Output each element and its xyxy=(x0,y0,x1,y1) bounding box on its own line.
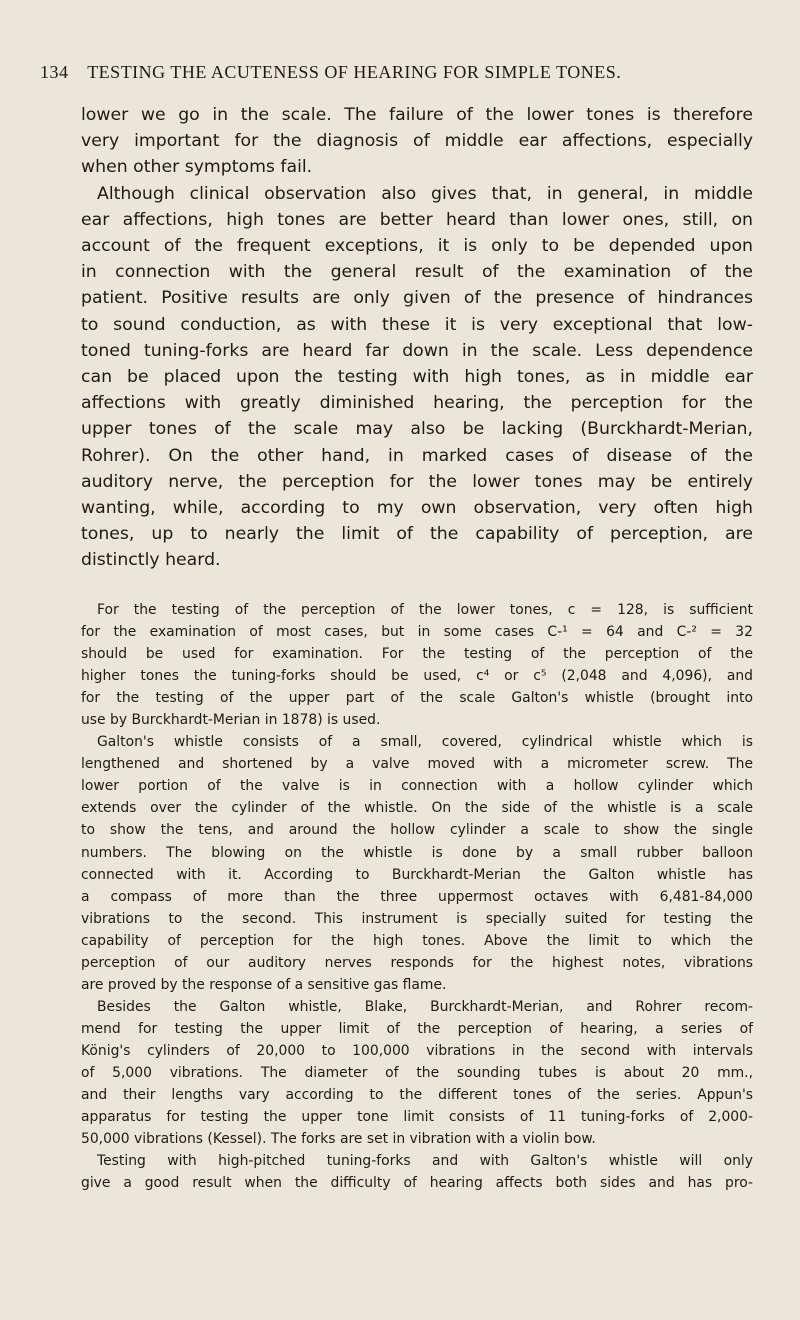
text-line: use by Burckhardt-Merian in 1878) is used. xyxy=(81,712,381,729)
paragraph xyxy=(81,996,753,1150)
page-number: 134 xyxy=(40,62,69,82)
paragraph xyxy=(81,181,753,574)
paragraph xyxy=(81,102,753,181)
text-line: vibrations to the second. This instrument is specially suited for testing the xyxy=(81,910,753,927)
text-line: affections with greatly diminished hearing, the perception for the xyxy=(81,393,753,414)
paragraph xyxy=(81,599,753,731)
text-line: to sound conduction, as with these it is very exceptional that low- xyxy=(81,314,753,335)
text-line: For the testing of the perception of the lower tones, c = 128, is sufficient xyxy=(97,602,753,618)
text-line: apparatus for testing the upper tone limit consists of 11 tuning-forks of 2,000- xyxy=(81,1109,753,1126)
text-line: toned tuning-forks are heard far down in the scale. Less dependence xyxy=(81,340,753,361)
text-line: account of the frequent exceptions, it is only to be depended upon xyxy=(81,236,753,257)
paragraph xyxy=(81,731,753,996)
running-title: TESTING THE ACUTENESS OF HEARING FOR SIMPLE TONES. xyxy=(87,62,622,82)
text-line: give a good result when the difficulty of hearing affects both sides and has pro- xyxy=(81,1175,753,1192)
text-line: for the testing of the upper part of the scale Galton's whistle (brought into xyxy=(81,690,753,707)
main-text-body xyxy=(81,102,753,574)
text-line: König's cylinders of 20,000 to 100,000 vibrations in the second with intervals xyxy=(81,1042,753,1059)
text-line: mend for testing the upper limit of the perception of hearing, a series of xyxy=(81,1020,753,1037)
text-line: Galton's whistle consists of a small, covered, cylindrical whistle which is xyxy=(97,734,753,751)
text-line: very important for the diagnosis of middle ear affections, especially xyxy=(81,131,753,152)
text-line: upper tones of the scale may also be lacking (Burckhardt-Merian, xyxy=(81,419,753,440)
text-line: auditory nerve, the perception for the lower tones may be entirely xyxy=(81,471,753,492)
text-line: should be used for examination. For the testing of the perception of the xyxy=(81,646,753,663)
text-line: patient. Positive results are only given of the presence of hindrances xyxy=(81,288,753,309)
text-line: connected with it. According to Burckhardt-Merian the Galton whistle has xyxy=(81,866,753,883)
text-line: lengthened and shortened by a valve moved with a micrometer screw. The xyxy=(81,756,753,773)
text-line: for the examination of most cases, but in some cases C-¹ = 64 and C-² = 32 xyxy=(81,624,753,641)
text-line: numbers. The blowing on the whistle is done by a small rubber balloon xyxy=(81,844,753,861)
text-line: of 5,000 vibrations. The diameter of the sounding tubes is about 20 mm., xyxy=(81,1064,753,1081)
text-line: lower we go in the scale. The failure of the lower tones is therefore xyxy=(81,105,753,125)
text-line: Besides the Galton whistle, Blake, Burckhardt-Merian, and Rohrer recom- xyxy=(97,998,753,1015)
text-line: perception of our auditory nerves responds for the highest notes, vibrations xyxy=(81,954,753,971)
text-line: 50,000 vibrations (Kessel). The forks are set in vibration with a violin bow. xyxy=(81,1131,596,1148)
text-line: Although clinical observation also gives that, in general, in middle xyxy=(97,183,753,204)
text-line: ear affections, high tones are better heard than lower ones, still, on xyxy=(81,209,753,230)
text-line: distinctly heard. xyxy=(81,550,221,571)
text-line: tones, up to nearly the limit of the capability of perception, are xyxy=(81,524,753,545)
text-line: capability of perception for the high tones. Above the limit to which the xyxy=(81,932,753,949)
text-line: are proved by the response of a sensitive gas flame. xyxy=(81,976,447,993)
running-header xyxy=(40,62,760,83)
text-line: and their lengths vary according to the different tones of the series. Appun's xyxy=(81,1087,753,1104)
text-line: Testing with high-pitched tuning-forks and with Galton's whistle will only xyxy=(97,1153,753,1170)
text-line: a compass of more than the three uppermost octaves with 6,481-84,000 xyxy=(81,888,753,905)
text-line: lower portion of the valve is in connection with a hollow cylinder which xyxy=(81,778,753,795)
text-line: wanting, while, according to my own observation, very often high xyxy=(81,498,753,519)
text-line: in connection with the general result of the examination of the xyxy=(81,262,753,283)
paragraph xyxy=(81,1150,753,1194)
text-line: Rohrer). On the other hand, in marked cases of disease of the xyxy=(81,445,753,466)
text-line: can be placed upon the testing with high tones, as in middle ear xyxy=(81,367,753,388)
text-line: to show the tens, and around the hollow cylinder a scale to show the single xyxy=(81,822,753,839)
text-line: when other symptoms fail. xyxy=(81,157,313,178)
text-line: extends over the cylinder of the whistle. On the side of the whistle is a scale xyxy=(81,800,753,817)
text-line: higher tones the tuning-forks should be used, c⁴ or c⁵ (2,048 and 4,096), and xyxy=(81,668,753,685)
small-print-body xyxy=(81,599,753,1194)
